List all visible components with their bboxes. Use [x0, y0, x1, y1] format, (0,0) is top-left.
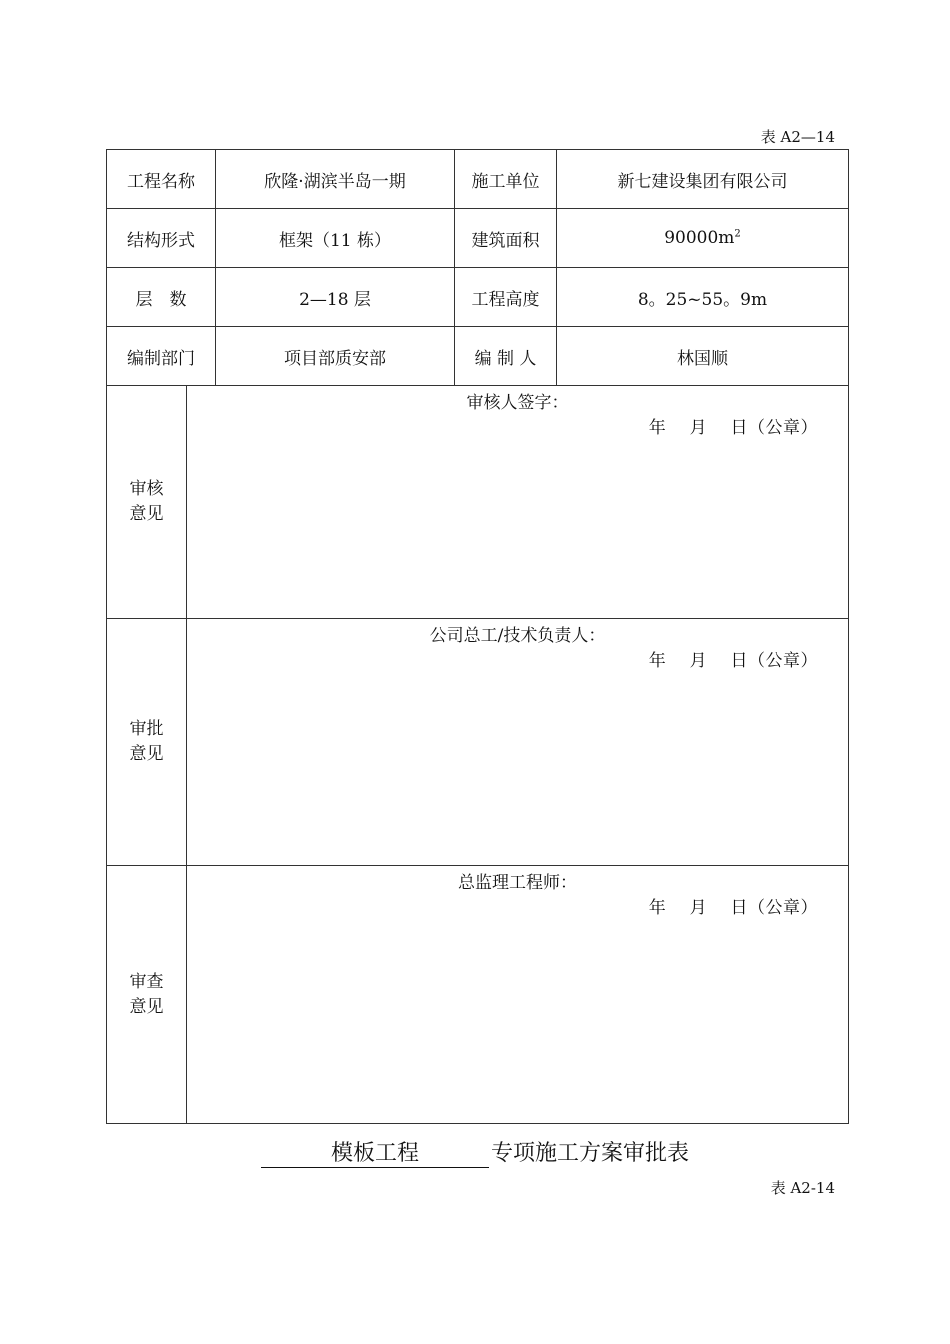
review-signature-label: 审核人签字：: [466, 393, 569, 413]
inspection-label-line2: 意见: [129, 996, 164, 1017]
compiler-label: 编 制 人: [455, 327, 557, 386]
row-project-name: [107, 150, 849, 209]
project-name-label: 工程名称: [107, 150, 216, 209]
review-opinion-label: [107, 386, 187, 619]
approval-opinion-label: [107, 619, 187, 866]
floors-value[interactable]: 2—18 层: [216, 268, 455, 327]
form-title-underlined: 模板工程: [261, 1141, 489, 1168]
row-dept: [107, 327, 849, 386]
floors-label: 层 数: [107, 268, 216, 327]
area-label: 建筑面积: [455, 209, 557, 268]
approval-date-seal: 年 月 日（公章）: [648, 651, 818, 671]
inspection-date-seal: 年 月 日（公章）: [648, 898, 818, 918]
approval-label-line2: 意见: [129, 744, 164, 764]
contractor-label: 施工单位: [455, 150, 557, 209]
form-title: [0, 1136, 950, 1168]
dept-value[interactable]: 项目部质安部: [216, 327, 455, 386]
height-value[interactable]: 8。25~55。9m: [557, 268, 849, 327]
review-opinion-field[interactable]: [187, 386, 849, 619]
review-label-line2: 意见: [129, 504, 164, 524]
inspection-signature-label: 总监理工程师：: [458, 873, 577, 893]
approval-label-line1: 审批: [129, 719, 164, 739]
area-value: 90000m: [664, 228, 735, 248]
row-approval-opinion: [107, 619, 849, 866]
dept-label: 编制部门: [107, 327, 216, 386]
project-name-value[interactable]: 欣隆·湖滨半岛一期: [216, 150, 455, 209]
area-exponent: 2: [734, 228, 741, 240]
inspection-opinion-label: [107, 866, 187, 1124]
area-cell[interactable]: [557, 209, 849, 268]
inspection-opinion-field[interactable]: [187, 866, 849, 1124]
compiler-value[interactable]: 林国顺: [557, 327, 849, 386]
review-date-seal: 年 月 日（公章）: [648, 418, 818, 438]
row-structure: [107, 209, 849, 268]
form-title-rest: 专项施工方案审批表: [490, 1141, 689, 1166]
approval-opinion-field[interactable]: [187, 619, 849, 866]
structure-value[interactable]: 框架（11 栋）: [216, 209, 455, 268]
review-label-line1: 审核: [129, 479, 164, 499]
contractor-value[interactable]: 新七建设集团有限公司: [557, 150, 849, 209]
form-code-bottom: 表 A2-14: [770, 1179, 835, 1197]
row-inspection-opinion: [107, 866, 849, 1124]
inspection-label-line1: 审查: [129, 971, 164, 992]
row-review-opinion: [107, 386, 849, 619]
form-code-top: 表 A2—14: [760, 128, 835, 146]
row-floors: [107, 268, 849, 327]
approval-signature-label: 公司总工/技术负责人：: [429, 626, 606, 646]
height-label: 工程高度: [455, 268, 557, 327]
approval-form-table: [106, 149, 849, 1124]
structure-label: 结构形式: [107, 209, 216, 268]
